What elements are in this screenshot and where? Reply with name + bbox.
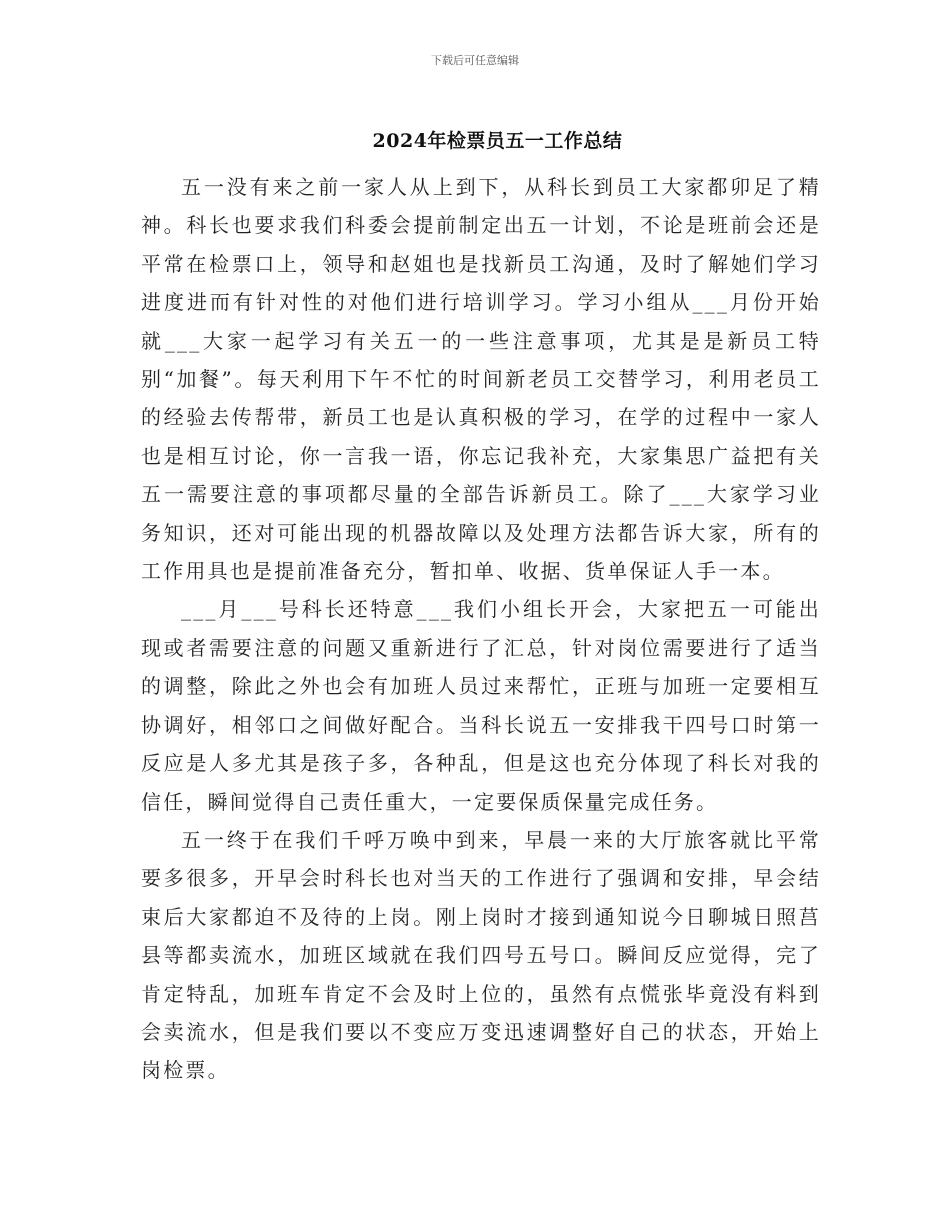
- paragraph-2: ___月___号科长还特意___我们小组长开会，大家把五一可能出现或者需要注意的问题又重新进行了汇总，针对岗位需要进行了适当的调整，除此之外也会有加班人员过来帮忙，正班与加班一定要相互协调好，相邻口之间做好配合。当科长说五一安排我干四号口时第一反应是人多尤其是孩子多，各种乱，但是这也充分体现了科长对我的信任，瞬间觉得自己责任重大，一定要保质保量完成任务。: [141, 597, 821, 814]
- paragraph-3: 五一终于在我们千呼万唤中到来，早晨一来的大厅旅客就比平常要多很多，开早会时科长也对当天的工作进行了强调和安排，早会结束后大家都迫不及待的上岗。刚上岗时才接到通知说今日聊城日照莒县等都卖流水，加班区域就在我们四号五号口。瞬间反应觉得，完了肯定特乱，加班车肯定不会及时上位的，虽然有点慌张毕竟没有料到会卖流水，但是我们要以不变应万变迅速调整好自己的状态，开始上岗检票。: [141, 827, 821, 1083]
- document-body: [141, 168, 821, 1090]
- paragraph-1: 五一没有来之前一家人从上到下，从科长到员工大家都卯足了精神。科长也要求我们科委会提前制定出五一计划，不论是班前会还是平常在检票口上，领导和赵姐也是找新员工沟通，及时了解她们学习进度进而有针对性的对他们进行培训学习。学习小组从___月份开始就___大家一起学习有关五一的一些注意事项，尤其是是新员工特别“加餐”。每天利用下午不忙的时间新老员工交替学习，利用老员工的经验去传帮带，新员工也是认真积极的学习，在学的过程中一家人也是相互讨论，你一言我一语，你忘记我补充，大家集思广益把有关五一需要注意的事项都尽量的全部告诉新员工。除了___大家学习业务知识，还对可能出现的机器故障以及处理方法都告诉大家，所有的工作用具也是提前准备充分，暂扣单、收据、货单保证人手一本。: [141, 175, 821, 584]
- header-note: 下载后可任意编辑: [431, 54, 519, 67]
- document-title: 2024年检票员五一工作总结: [372, 130, 623, 152]
